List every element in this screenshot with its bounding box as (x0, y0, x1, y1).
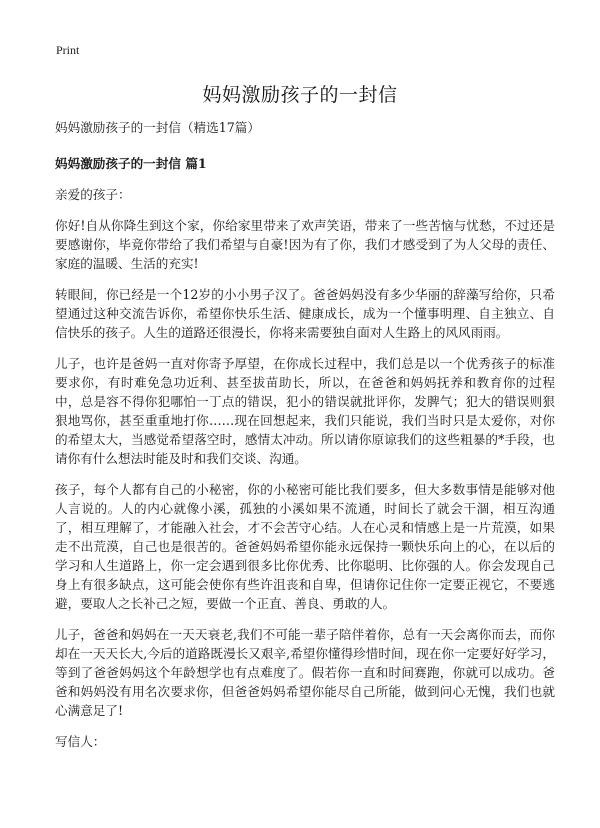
letter-paragraph: 转眼间，你已经是一个12岁的小小男子汉了。爸爸妈妈没有多少华丽的辞藻写给你，只希望通过这种交流告诉你，希望你快乐生活、健康成长，成为一个懂事明理、自主独立、自信快乐的孩子。人生的道路还很漫长，你将来需要独自面对人生路上的风风雨雨。 (55, 287, 555, 340)
document-subtitle: 妈妈激励孩子的一封信（精选17篇） (55, 120, 260, 135)
section-heading: 妈妈激励孩子的一封信 篇1 (55, 156, 207, 171)
letter-paragraph: 孩子，每个人都有自己的小秘密，你的小秘密可能比我们要多，但大多数事情是能够对他人言说的。人的内心就像小溪，孤独的小溪如果不流通，时间长了就会干涸，相互沟通了，相互理解了，才能融入社会，才不会苦守心结。人在心灵和情感上是一片荒漠，如果走不出荒漠，自己也是很苦的。爸爸妈妈希望你能永远保持一颗快乐向上的心，在以后的学习和人生道路上，你一定会遇到很多比你优秀、比你聪明、比你强的人。你会发现自己身上有很多缺点，这可能会使你有些许沮丧和自卑，但请你记住你一定要正视它，不要逃避，要取人之长补己之短，要做一个正直、善良、勇敢的人。 (55, 482, 555, 611)
page-title: 妈妈激励孩子的一封信 (202, 84, 398, 106)
document-body (55, 118, 555, 751)
print-link[interactable]: Print (56, 43, 80, 57)
letter-greeting: 亲爱的孩子： (55, 187, 131, 202)
letter-paragraph: 你好!自从你降生到这个家，你给家里带来了欢声笑语，带来了一些苦恼与忧愁，不过还是要感谢你，毕竟你带给了我们希望与自豪!因为有了你，我们才感受到了为人父母的责任、家庭的温暖、生活的充实! (55, 218, 555, 271)
letter-signature: 写信人： (55, 734, 106, 749)
letter-paragraph: 儿子，也许是爸妈一直对你寄予厚望，在你成长过程中，我们总是以一个优秀孩子的标准要求你，有时难免急功近利、甚至拔苗助长，所以，在爸爸和妈妈抚养和教育你的过程中，总是容不得你犯哪怕一丁点的错误，犯小的错误就批评你，发脾气；犯大的错误则狠狠地骂你，甚至重重地打你……现在回想起来，我们只能说，我们当时只是太爱你，对你的希望太大，当感觉希望落空时，感情太冲动。所以请你原谅我们的这些粗暴的*手段，也请你有什么想法时能及时和我们交谈、沟通。 (55, 356, 555, 466)
letter-paragraph: 儿子，爸爸和妈妈在一天天衰老,我们不可能一辈子陪伴着你，总有一天会离你而去，而你却在一天天长大,今后的道路既漫长又艰辛,希望你懂得珍惜时间，现在你一定要好好学习，等到了爸爸妈妈这个年龄想学也有点难度了。假若你一直和时间赛跑，你就可以成功。爸爸和妈妈没有用名次要求你，但爸爸妈妈希望你能尽自己所能，做到问心无愧，我们也就心满意足了! (55, 627, 555, 718)
